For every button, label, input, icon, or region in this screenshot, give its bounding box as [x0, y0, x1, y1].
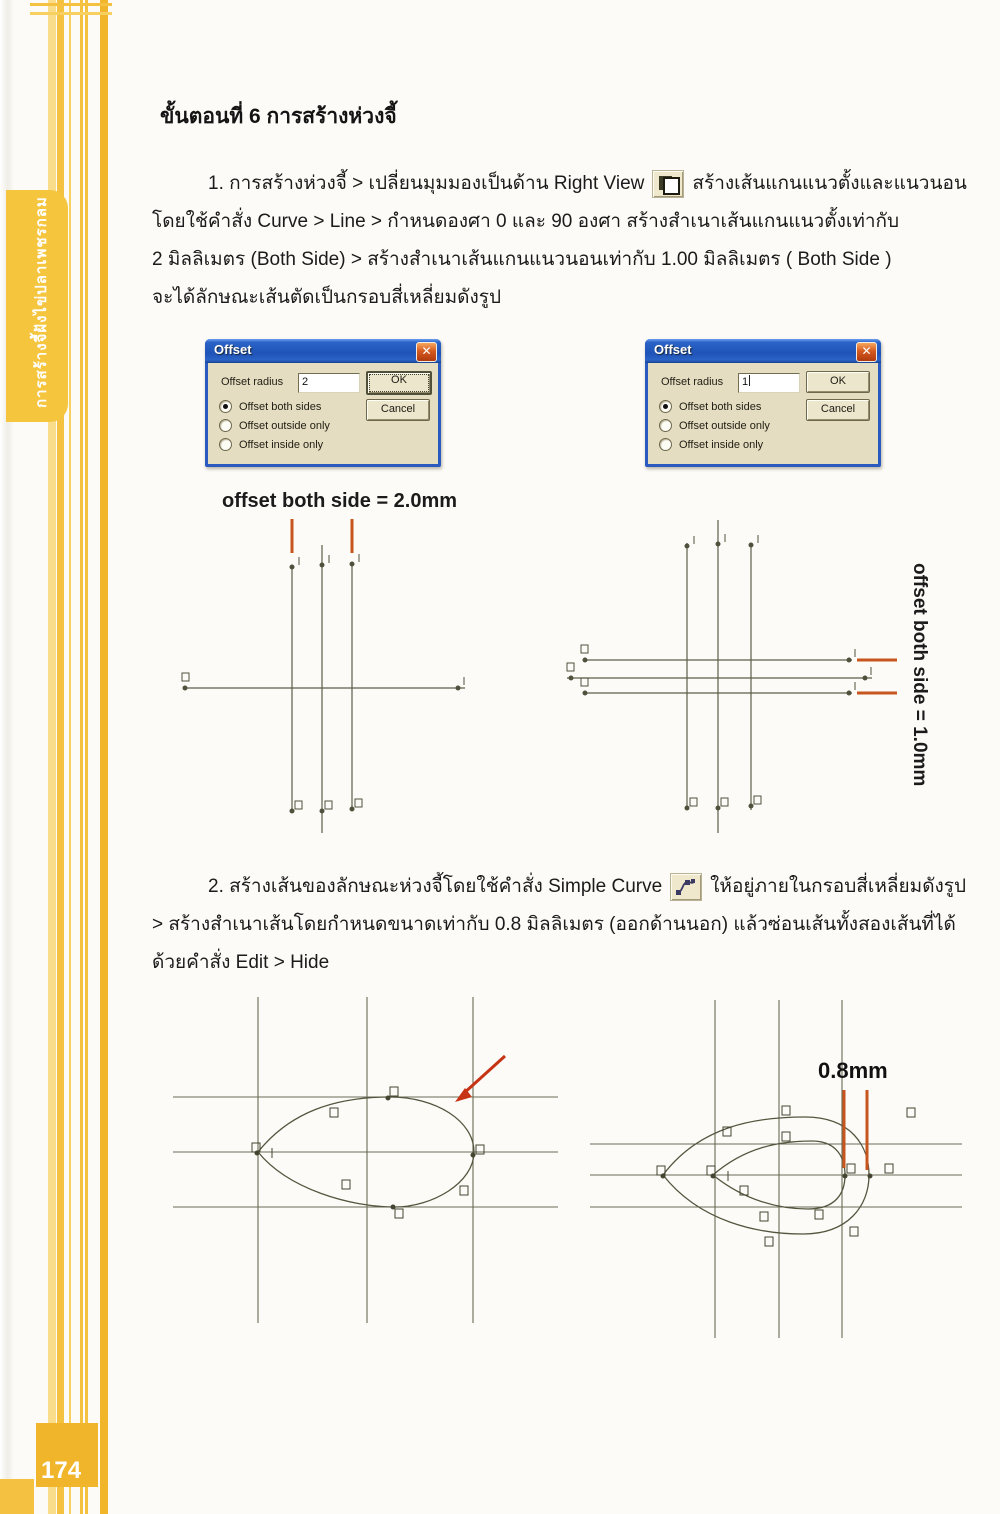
radio-label: Offset both sides: [239, 400, 322, 413]
step2-paragraph: [152, 868, 997, 982]
offset-dialog-right-body: [648, 363, 878, 464]
step2-line1: [152, 868, 997, 906]
caption-offset-2mm: offset both side = 2.0mm: [222, 490, 458, 512]
radio-selected-icon[interactable]: [219, 400, 232, 413]
sidebar-stripe: [69, 0, 71, 1514]
step1-line1-text-a: 1. การสร้างห่วงจี้ > เปลี่ยนมุมมองเป็นด้าน Right View: [208, 173, 645, 194]
offset-radius-label: Offset radius: [661, 376, 724, 388]
section-heading: ขั้นตอนที่ 6 การสร้างห่วงจี้: [160, 105, 397, 128]
radio-icon[interactable]: [219, 419, 232, 432]
offset-dialog-right-titlebar[interactable]: [645, 339, 881, 363]
sidebar-stripe: [85, 0, 88, 1514]
step1-line2: โดยใช้คำสั่ง Curve > Line > กำหนดองศา 0 และ 90 องศา สร้างสำเนาเส้นแกนแนวตั้งเท่ากับ: [152, 211, 900, 232]
radio-label: Offset outside only: [679, 419, 770, 432]
page-number: 174: [41, 1457, 82, 1484]
page-number-block: [36, 1423, 98, 1487]
chapter-tab: [6, 190, 68, 422]
step1-line1-text-b: สร้างเส้นแกนแนวตั้งและแนวนอน: [692, 173, 967, 194]
simple-curve-icon: [670, 873, 702, 901]
right-view-icon: [652, 170, 684, 198]
ok-button[interactable]: OK: [366, 371, 432, 395]
dimension-label-08mm: 0.8mm: [818, 1058, 888, 1083]
close-icon[interactable]: ✕: [416, 342, 437, 362]
figure-offset-pendant-svg: [560, 1000, 980, 1395]
chapter-tab-label: การสร้างจี้ฝังไข่ปลาเพชรกลม: [33, 196, 50, 408]
sidebar-stripe: [80, 0, 83, 1514]
figure-vertical-offset-svg: [170, 515, 480, 855]
cancel-button[interactable]: Cancel: [366, 399, 430, 421]
figure-horizontal-offset-svg: [555, 515, 905, 855]
figure-pendant-curve-svg: [160, 990, 560, 1400]
step1-line4: จะได้ลักษณะเส้นตัดเป็นกรอบสี่เหลี่ยมดังรูป: [152, 287, 502, 308]
corner-wedge: [0, 1479, 34, 1514]
radio-selected-icon[interactable]: [659, 400, 672, 413]
dialog-title: Offset: [214, 342, 252, 357]
cancel-button[interactable]: Cancel: [806, 399, 870, 421]
figure-horizontal-offset-lines: [555, 515, 905, 855]
offset-radius-input[interactable]: [738, 373, 800, 393]
caption-offset-1mm: offset both side = 1.0mm: [909, 563, 930, 787]
endpoint-markers: [567, 534, 871, 810]
radio-label: Offset inside only: [679, 438, 764, 451]
offset-dialog-right: [645, 339, 881, 467]
radio-icon[interactable]: [659, 438, 672, 451]
endpoint-markers: [182, 554, 464, 813]
offset-dialog-left: [205, 339, 441, 467]
step2-line1-text-b: ให้อยู่ภายในกรอบสี่เหลี่ยมดังรูป: [710, 876, 967, 897]
axis-lines: [567, 520, 872, 833]
step2-line2: > สร้างสำเนาเส้นโดยกำหนดขนาดเท่ากับ 0.8 มิลลิเมตร (ออกด้านนอก) แล้วซ่อนเส้นทั้งสองเส้นที่ได้: [152, 914, 956, 935]
ok-button[interactable]: OK: [806, 371, 870, 393]
offset-radius-value: 2: [302, 376, 309, 388]
simple-curve-glyph: [675, 878, 697, 896]
offset-dialog-left-titlebar[interactable]: [205, 339, 441, 363]
radio-offset-outside-only[interactable]: [659, 419, 770, 432]
step1-paragraph: [152, 165, 997, 317]
radio-label: Offset both sides: [679, 400, 762, 413]
corner-accent-line: [30, 3, 112, 6]
dialog-title: Offset: [654, 342, 692, 357]
grid-lines: [173, 997, 558, 1323]
corner-accent-line: [30, 12, 112, 15]
axis-lines: [185, 545, 465, 833]
orange-dimension-leaders: [844, 1090, 867, 1170]
radio-offset-inside-only[interactable]: [219, 438, 323, 451]
right-view-icon-front-square: [663, 177, 680, 195]
annotation-arrow: [455, 1056, 505, 1102]
radio-label: Offset outside only: [239, 419, 330, 432]
radio-offset-both-sides[interactable]: [659, 400, 761, 413]
figure-offset-pendant-curves: [560, 1000, 980, 1395]
curve-markers: [657, 1106, 915, 1246]
radio-offset-both-sides[interactable]: [219, 400, 321, 413]
grid-lines: [590, 1000, 962, 1338]
step1-line3: 2 มิลลิเมตร (Both Side) > สร้างสำเนาเส้นแกนแนวนอนเท่ากับ 1.00 มิลลิเมตร ( Both Side ): [152, 249, 892, 270]
close-icon[interactable]: ✕: [856, 342, 877, 362]
step2-line1-text-a: 2. สร้างเส้นของลักษณะห่วงจี้โดยใช้คำสั่ง Simple Curve: [208, 876, 663, 897]
figure-vertical-offset-lines: [170, 515, 480, 855]
radio-label: Offset inside only: [239, 438, 324, 451]
offset-radius-input[interactable]: [298, 373, 360, 393]
text-cursor: [749, 375, 750, 386]
figure-pendant-curve: [160, 990, 560, 1400]
step2-line3: ด้วยคำสั่ง Edit > Hide: [152, 952, 330, 973]
radio-icon[interactable]: [219, 438, 232, 451]
offset-radius-value: 1: [742, 376, 749, 388]
radio-icon[interactable]: [659, 419, 672, 432]
step1-line1: [152, 165, 997, 203]
offset-dialog-left-body: [208, 363, 438, 464]
radio-offset-outside-only[interactable]: [219, 419, 330, 432]
sidebar-stripe: [100, 0, 108, 1514]
radio-offset-inside-only[interactable]: [659, 438, 763, 451]
offset-radius-label: Offset radius: [221, 376, 284, 388]
